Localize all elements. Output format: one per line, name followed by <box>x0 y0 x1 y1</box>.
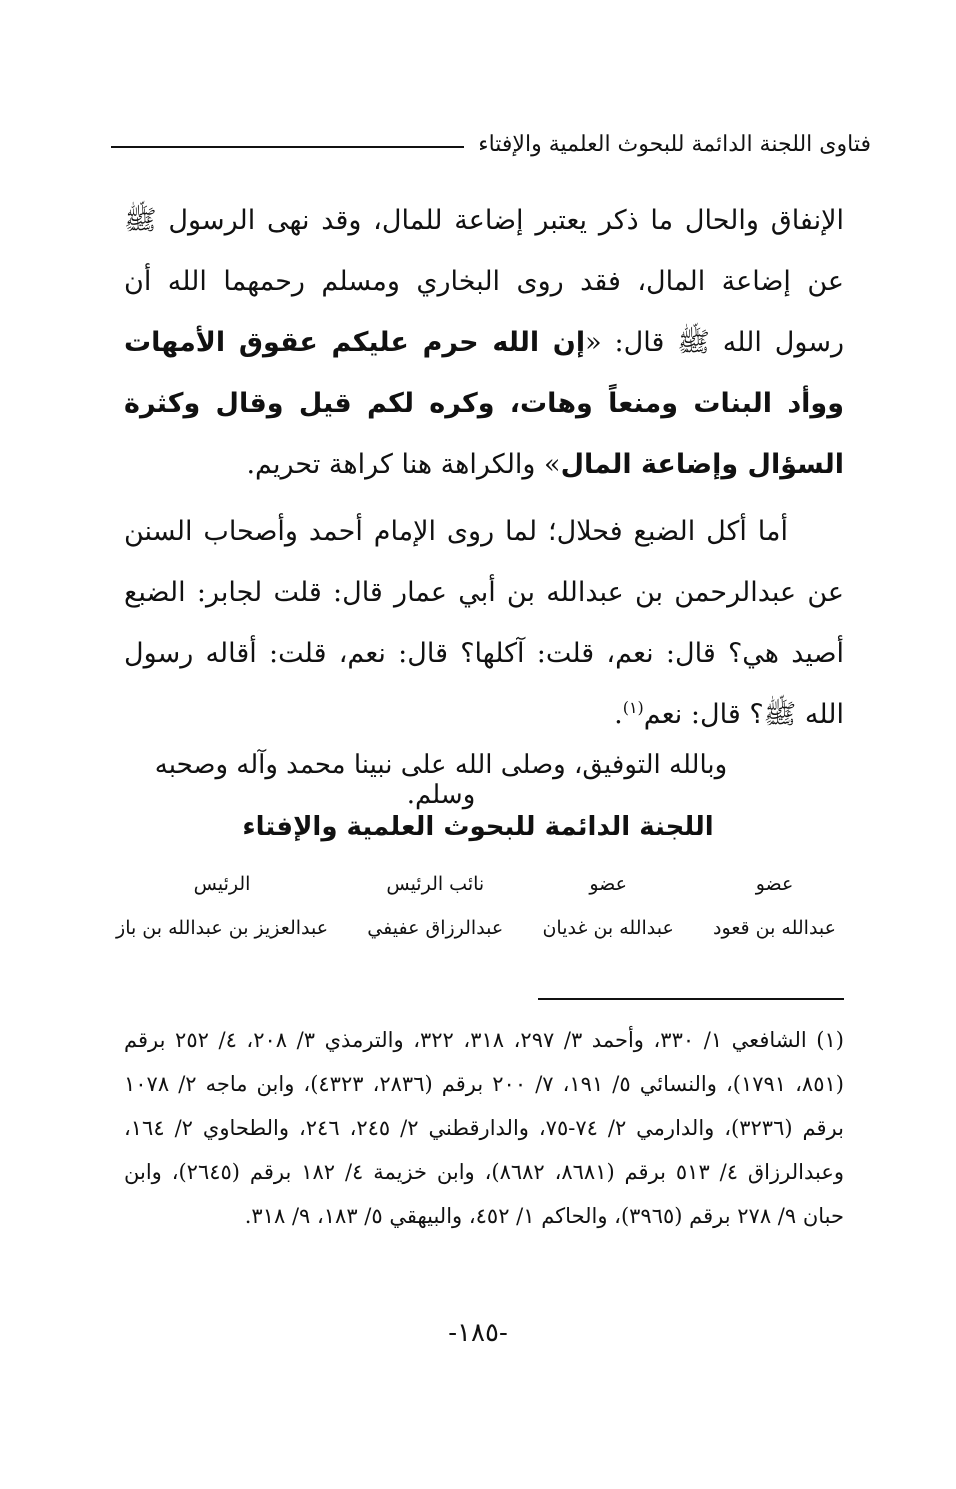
signature-vice-president <box>367 862 503 950</box>
footnote: (١) الشافعي ١/ ٣٣٠، وأحمد ٣/ ٢٩٧، ٣١٨، ٣٢٢، والترمذي ٣/ ٢٠٨، ٤/ ٢٥٢ برقم (٨٥١، ١٧٩١)، والنسائي ٥/ ١٩١، ٧/ ٢٠٠ برقم (٢٨٣٦، ٤٣٢٣)، وابن ماجه ٢/ ١٠٧٨ برقم (٣٢٣٦)، والدارمي ٢/ ٧٤-٧٥، والدارقطني ٢/ ٢٤٥، ٢٤٦، والطحاوي ٢/ ١٦٤، وعبدالرزاق ٤/ ٥١٣ برقم (٨٦٨١، ٨٦٨٢)، وابن خزيمة ٤/ ١٨٢ برقم (٢٦٤٥)، وابن حبان ٩/ ٢٧٨ برقم (٣٩٦٥)، والحاكم ١/ ٤٥٢، والبيهقي ٥/ ١٨٣، ٩/ ٣١٨. <box>124 1028 845 1228</box>
signature-name: عبدالعزيز بن عبدالله بن باز <box>116 917 329 939</box>
running-header <box>111 132 871 157</box>
signature-name: عبدالرزاق عفيفي <box>367 917 504 939</box>
footnote-separator <box>538 998 844 1000</box>
signature-role: نائب الرئيس <box>386 873 485 895</box>
signature-member-2 <box>542 862 673 950</box>
signature-president <box>116 862 328 950</box>
paragraph-1-intro: الإنفاق والحال ما ذكر يعتبر إضاعة للمال، وقد نهى الرسول ﷺ عن إضاعة المال، فقد روى البخاري ومسلم رحمهما الله أن رسول الله ﷺ قال: « <box>124 205 844 358</box>
closing-line: وبالله التوفيق، وصلى الله على نبينا محمد وآله وصحبه وسلم. <box>154 750 728 810</box>
signature-name: عبدالله بن غديان <box>542 917 674 939</box>
header-rule <box>111 146 464 148</box>
paragraph-1-outro: » والكراهة هنا كراهة تحريم. <box>246 449 561 480</box>
signature-member-1 <box>713 862 836 950</box>
paragraph-2-end: . <box>614 699 623 730</box>
signature-role: عضو <box>589 873 627 895</box>
paragraph-1 <box>124 190 844 495</box>
signatures-block <box>116 862 836 950</box>
main-text <box>124 190 844 745</box>
signature-role: الرئيس <box>193 873 251 895</box>
footnote-reference[interactable]: (١) <box>622 698 644 717</box>
committee-name: اللجنة الدائمة للبحوث العلمية والإفتاء <box>242 812 714 842</box>
hadith-quote: إن الله حرم عليكم عقوق الأمهات ووأد البنات ومنعاً وهات، وكره لكم قيل وقال وكثرة السؤال وإضاعة المال <box>124 327 844 480</box>
paragraph-2 <box>124 501 844 745</box>
signature-role: عضو <box>755 873 794 895</box>
paragraph-2-text: أما أكل الضبع فحلال؛ لما روى الإمام أحمد وأصحاب السنن عن عبدالرحمن بن عبدالله بن أبي عمار قال: قلت لجابر: الضبع أصيد هي؟ قال: نعم، قلت: آكلها؟ قال: نعم، قلت: أقاله رسول الله ﷺ؟ قال: نعم <box>124 516 844 730</box>
signature-name: عبدالله بن قعود <box>713 917 836 939</box>
running-header-title: فتاوى اللجنة الدائمة للبحوث العلمية والإفتاء <box>478 132 871 157</box>
page-number: -١٨٥- <box>448 1318 508 1348</box>
